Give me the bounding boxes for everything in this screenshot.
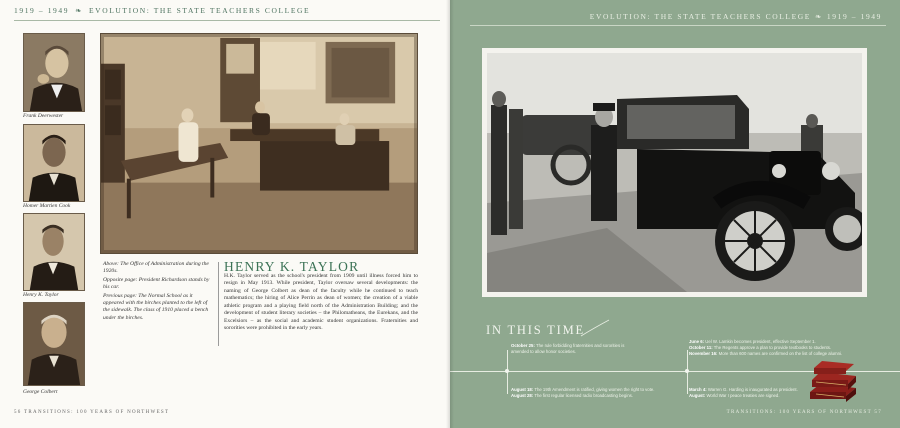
timeline-event [511,387,661,393]
timeline-event [689,339,869,345]
portrait-caption: Homer Martien Cook [23,203,71,209]
portrait-caption: George Colbert [23,389,58,395]
timeline-title: IN THIS TIME [486,323,585,337]
event-date: August: [689,393,706,398]
header-rule [14,20,440,21]
event-date: October 11: [689,345,713,350]
caption-above: Above: The Office of Administration during the 1920s. [103,261,209,275]
running-head-title: EVOLUTION: THE STATE TEACHERS COLLEGE [589,12,811,21]
event-date: August 18: [511,387,534,392]
event-date: March 4: [689,387,707,392]
event-text: The rule forbidding fraternities and sororities is amended to allow honor societies. [511,343,625,354]
timeline-dot [505,369,509,373]
page-folio-right: TRANSITIONS: 100 YEARS OF NORTHWEST 57 [726,410,882,415]
event-date: November 16: [689,351,718,356]
event-text: The Regents approve a plan to provide textbooks to students. [713,345,832,350]
event-text: The 19th Amendment is ratified, giving women the right to vote. [534,387,655,392]
event-text: World War I peace treaties are signed. [706,393,780,398]
column-divider [218,262,219,346]
portrait-homer-martien-cook [23,124,85,202]
event-date: June 6: [689,339,705,344]
timeline-dot [685,369,689,373]
president-car-photo [482,48,867,297]
caption-previous-page: Previous page: The Normal School as it appeared with the birches planted to the left of the sidewalk. The class of 1910 placed a bench under the birches. [103,292,209,321]
timeline-event [689,345,869,351]
bio-body: H.K. Taylor served as the school's president from 1909 until illness forced him to resign in May 1913. While president, Taylor oversaw several developments: the naming of George Colbert as dean of the faculty while he continued to teach mathematics; the hiring of Alice Perrin as dean of women; the creation of a viable athletic program and a playing field north of the Administration Building; and the development of student literary societies – the Philomatheans, the Eurekans, and the Excelsiors – as the social and academic student organizations. Fraternities and sororities were prohibited in the early years. [224,273,418,332]
timeline-event [511,343,631,354]
running-head-left [14,6,310,15]
running-head-separator: ❧ [815,12,823,21]
photo-caption [103,261,211,323]
stacked-books-icon [806,356,858,404]
event-text: The first regular licensed radio broadcasting begins. [534,393,633,398]
portrait-caption: Frank Deerwester [23,113,64,119]
running-head-years: 1919 – 1949 [826,12,882,21]
event-date: October 25: [511,343,535,348]
portrait-frank-deerwester [23,33,85,112]
header-rule [470,25,886,26]
portrait-caption: Henry K. Taylor [23,292,59,298]
running-head-separator: ❧ [75,6,83,15]
bio-heading: HENRY K. TAYLOR [224,259,360,274]
event-text: Uel W. Lamkin becomes president, effective September 1. [705,339,816,344]
portrait-henry-k-taylor [23,213,85,291]
event-text: More than 600 names are confirmed on the list of college alumni. [718,351,843,356]
book-spine [446,0,454,428]
portrait-george-colbert [23,302,85,386]
right-page [450,0,900,428]
event-text: Warren G. Harding is inaugurated as president. [707,387,798,392]
running-head-title: EVOLUTION: THE STATE TEACHERS COLLEGE [89,6,311,15]
page-folio-left: 56 TRANSITIONS: 100 YEARS OF NORTHWEST [14,410,170,415]
office-of-administration-photo [100,33,418,254]
caption-opposite-page: Opposite page: President Richardson stands by his car. [103,276,210,291]
event-date: August 28: [511,393,534,398]
timeline-event [511,393,661,399]
swoosh-ornament [580,318,610,338]
running-head-right [590,12,882,21]
running-head-years: 1919 – 1949 [14,6,70,15]
